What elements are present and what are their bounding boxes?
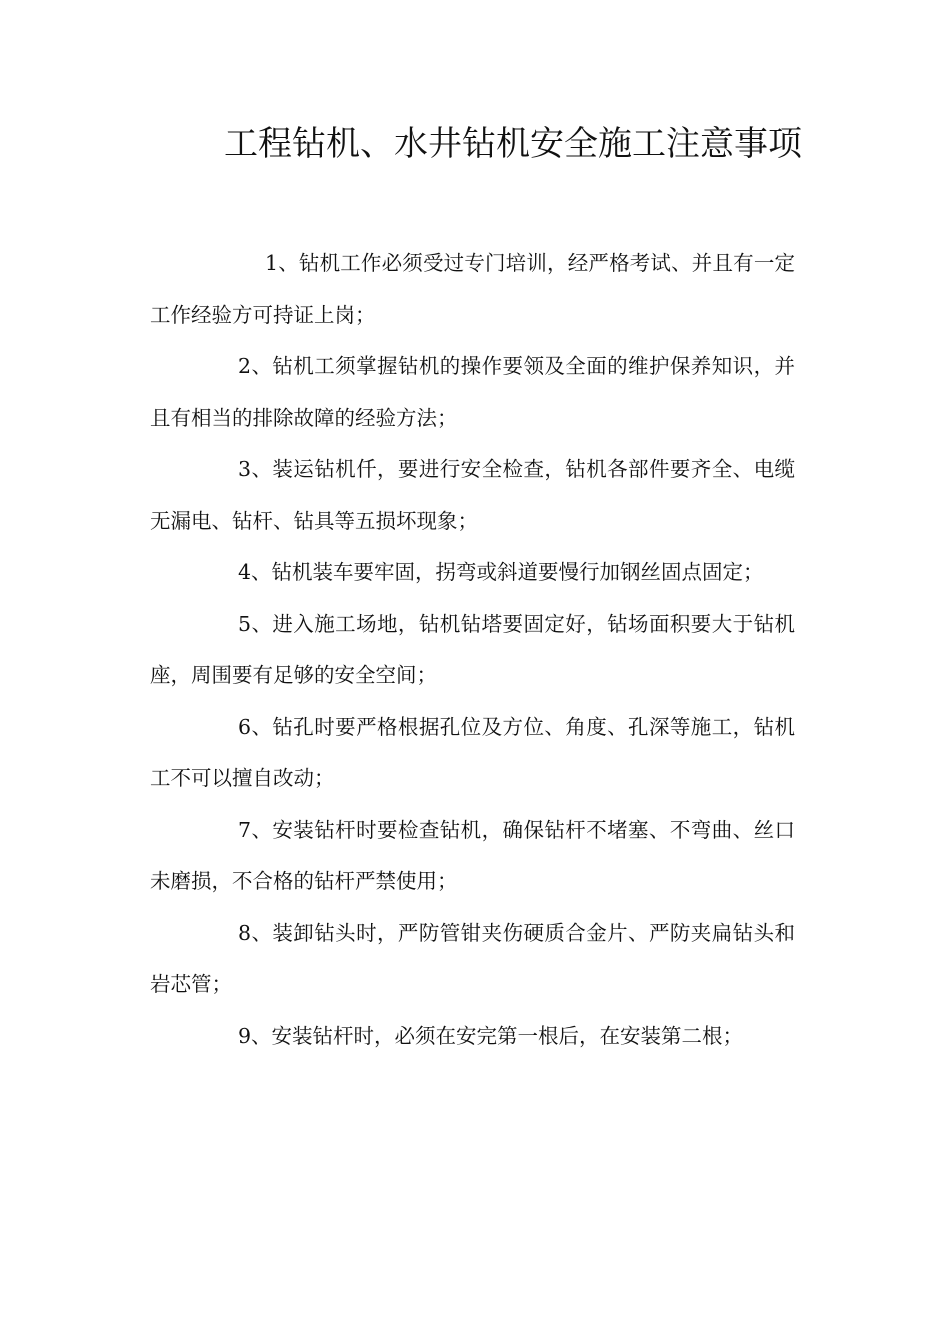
document-title: 工程钻机、水井钻机安全施工注意事项 bbox=[224, 124, 802, 164]
list-item-5: 5、进入施工场地，钻机钻塔要固定好，钻场面积要大于钻机座，周围要有足够的安全空间； bbox=[150, 611, 795, 687]
list-item-6: 6、钻孔时要严格根据孔位及方位、角度、孔深等施工，钻机工不可以擅自改动； bbox=[150, 714, 795, 790]
list-item-1: 1、钻机工作必须受过专门培训，经严格考试、并且有一定工作经验方可持证上岗； bbox=[150, 251, 795, 327]
list-item-7: 7、安装钻杆时要检查钻机，确保钻杆不堵塞、不弯曲、丝口未磨损，不合格的钻杆严禁使用； bbox=[150, 817, 795, 893]
safety-items-list bbox=[150, 238, 795, 1062]
list-item-9: 9、安装钻杆时，必须在安完第一根后，在安装第二根； bbox=[238, 1023, 744, 1048]
list-item-8: 8、装卸钻头时，严防管钳夹伤硬质合金片、严防夹扁钻头和岩芯管； bbox=[150, 920, 795, 996]
list-item-2: 2、钻机工须掌握钻机的操作要领及全面的维护保养知识，并且有相当的排除故障的经验方法； bbox=[150, 354, 795, 430]
list-item-3: 3、装运钻机仟，要进行安全检查，钻机各部件要齐全、电缆无漏电、钻杆、钻具等五损坏现象； bbox=[150, 457, 795, 533]
list-item-4: 4、钻机装车要牢固，拐弯或斜道要慢行加钢丝固点固定； bbox=[238, 560, 764, 584]
